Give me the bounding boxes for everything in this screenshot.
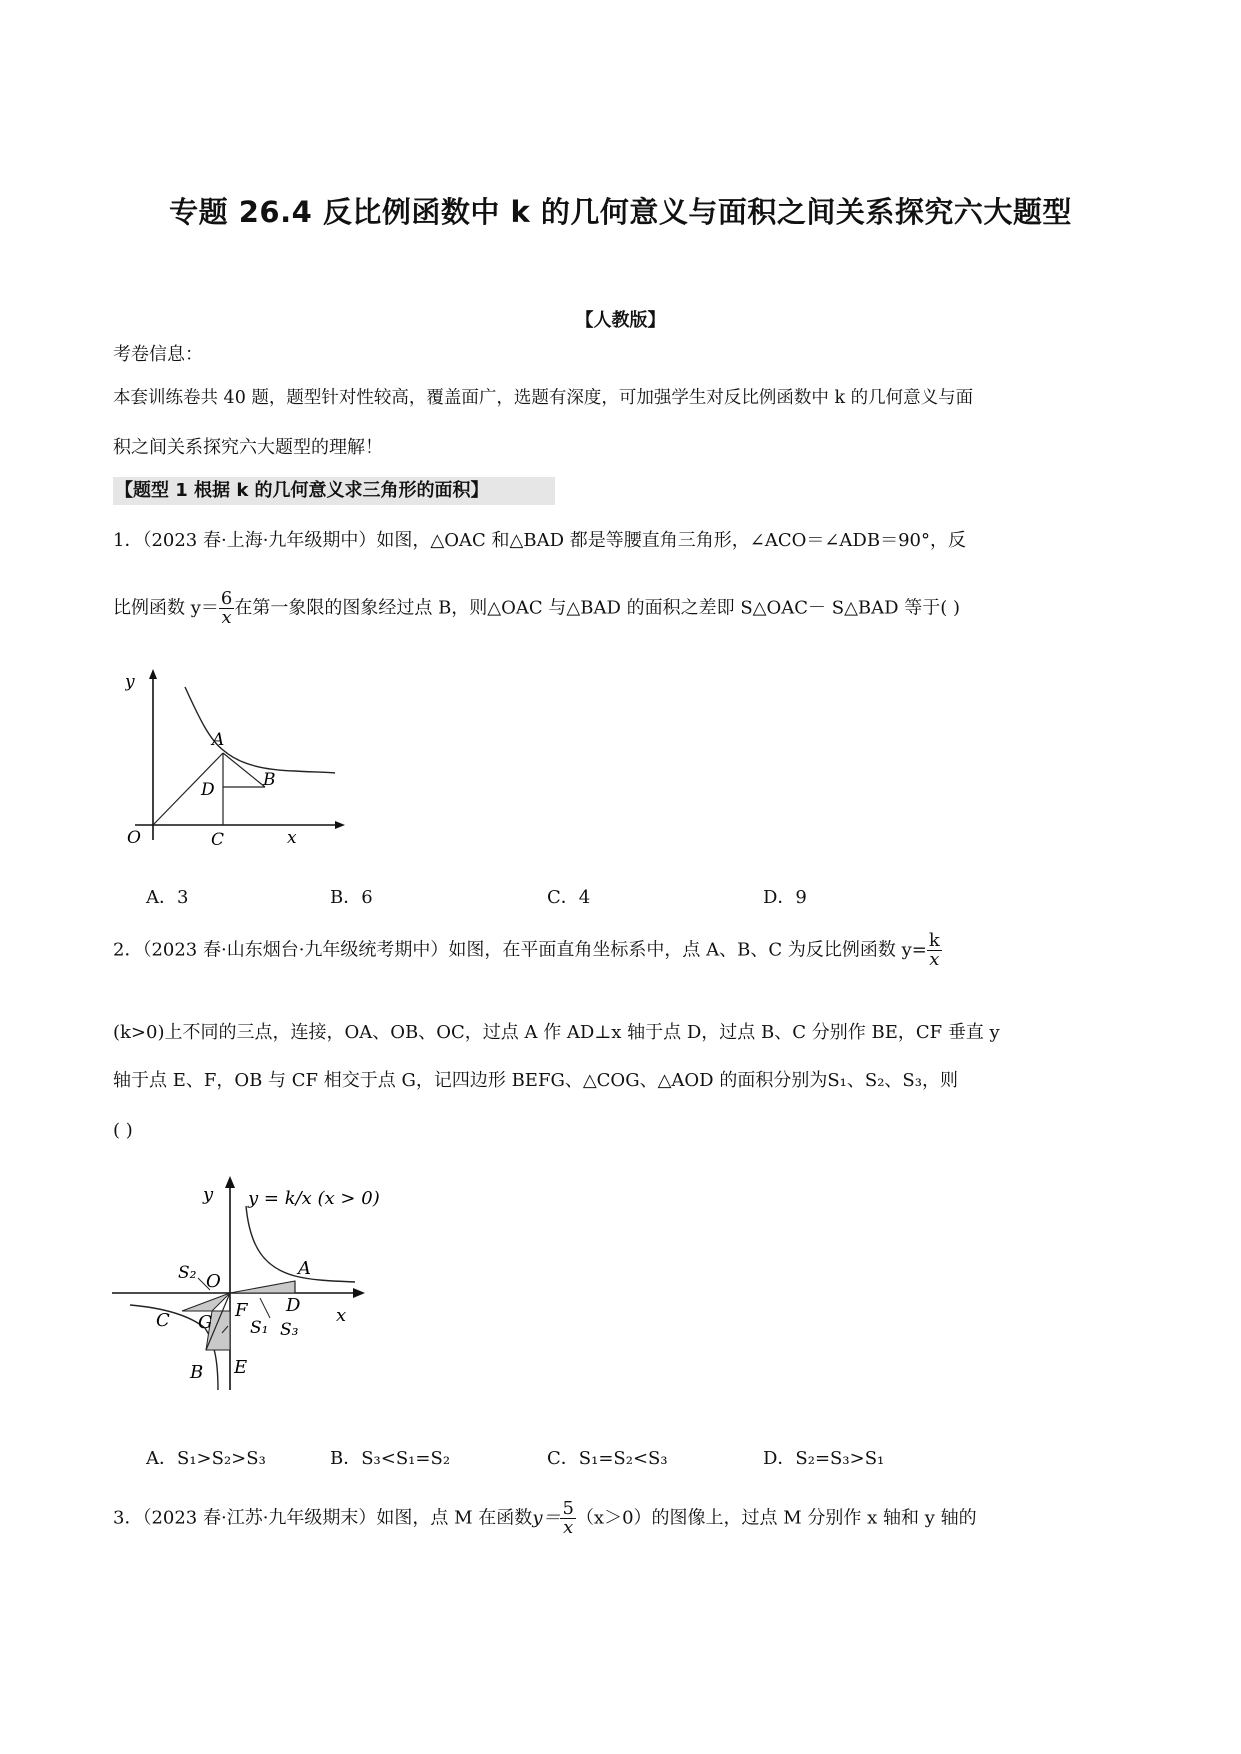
q2-label-B: B <box>190 1362 204 1383</box>
q2-pointer-s3 <box>260 1298 270 1318</box>
q1-line-1: 1．（2023 春·上海·九年级期中）如图，△OAC 和△BAD 都是等腰直角三角形，∠ACO＝∠ADB＝90°，反 <box>113 530 966 551</box>
q1-label-O: O <box>127 828 141 848</box>
q3-fraction <box>560 1500 575 1537</box>
q2-label-E: E <box>234 1357 248 1378</box>
q1-y-arrow-icon <box>149 669 157 679</box>
q2-option-c[interactable]: C．S₁=S₂<S₃ <box>547 1448 668 1469</box>
q3-func-y: y＝ <box>532 1507 561 1529</box>
q2-shaded-cog <box>182 1293 230 1311</box>
q1-frac-den: x <box>221 607 232 628</box>
q1-label-C: C <box>211 830 225 850</box>
q2-label-y: y <box>203 1184 214 1205</box>
q2-label-D: D <box>286 1295 301 1316</box>
q1-label-B: B <box>263 770 276 790</box>
q1-text-pre: 比例函数 y＝ <box>113 597 219 619</box>
q2-fraction <box>927 932 942 969</box>
q2-label-S3: S₃ <box>280 1320 299 1340</box>
q3-line-1 <box>113 1500 977 1537</box>
q2-label-A: A <box>298 1258 311 1279</box>
q1-fraction <box>219 590 234 627</box>
q2-x-arrow-icon <box>353 1288 365 1298</box>
section-heading-type1: 【题型 1 根据 k 的几何意义求三角形的面积】 <box>113 477 555 505</box>
q1-option-a[interactable]: A．3 <box>146 887 189 908</box>
q2-function-label: y = k/x (x > 0) <box>248 1188 380 1209</box>
q1-frac-num: 6 <box>220 588 233 609</box>
intro-line-1: 本套训练卷共 40 题，题型针对性较高，覆盖面广，选题有深度，可加强学生对反比例函数中 k 的几何意义与面 <box>113 388 974 408</box>
q1-label-y: y <box>125 672 135 692</box>
q1-label-A: A <box>212 730 225 750</box>
q1-segment-AB <box>223 753 265 787</box>
q1-hyperbola-curve <box>185 687 335 773</box>
q2-label-S2: S₂ <box>178 1263 197 1283</box>
q2-option-b[interactable]: B．S₃<S₁=S₂ <box>330 1448 451 1469</box>
q2-text-pre: 2．（2023 春·山东烟台·九年级统考期中）如图，在平面直角坐标系中，点 A、B、C 为反比例函数 y= <box>113 939 927 961</box>
q2-frac-num: k <box>928 930 940 951</box>
q2-y-arrow-icon <box>225 1176 235 1188</box>
q3-frac-num: 5 <box>562 1498 574 1519</box>
q2-label-C: C <box>156 1310 170 1331</box>
q2-line-1 <box>113 932 942 969</box>
edition-label: 【人教版】 <box>575 310 666 331</box>
q1-option-b[interactable]: B．6 <box>330 887 373 908</box>
q1-x-arrow-icon <box>335 821 345 829</box>
q2-option-a[interactable]: A．S₁>S₂>S₃ <box>146 1448 266 1469</box>
q3-text-pre: 3．（2023 春·江苏·九年级期末）如图，点 M 在函数 <box>113 1507 533 1529</box>
q1-label-D: D <box>201 780 215 800</box>
q1-text-post: 在第一象限的图象经过点 B，则△OAC 与△BAD 的面积之差即 S△OAC－ S△BAD 等于( ) <box>234 597 961 619</box>
q2-label-O: O <box>206 1271 221 1292</box>
q2-option-d[interactable]: D．S₂=S₃>S₁ <box>763 1448 885 1469</box>
q2-label-F: F <box>235 1300 248 1321</box>
q2-label-x: x <box>336 1305 347 1326</box>
q3-frac-den: x <box>563 1517 574 1538</box>
page-title: 专题 26.4 反比例函数中 k 的几何意义与面积之间关系探究六大题型 <box>169 195 1072 229</box>
q2-frac-den: x <box>929 949 940 970</box>
q2-label-G: G <box>198 1312 213 1333</box>
q1-figure <box>125 665 350 850</box>
q1-label-x: x <box>287 828 297 848</box>
q2-shaded-aod <box>230 1281 295 1293</box>
q3-text-post: （x＞0）的图像上，过点 M 分别作 x 轴和 y 轴的 <box>575 1507 977 1529</box>
q1-option-c[interactable]: C．4 <box>547 887 591 908</box>
q1-option-d[interactable]: D．9 <box>763 887 807 908</box>
q2-line-4: ( ) <box>113 1120 133 1141</box>
intro-line-2: 积之间关系探究六大题型的理解！ <box>113 437 383 458</box>
exam-info-label: 考卷信息： <box>113 344 203 365</box>
q1-line-2 <box>113 590 960 627</box>
q2-line-2: (k>0)上不同的三点，连接，OA、OB、OC，过点 A 作 AD⊥x 轴于点 D，过点 B、C 分别作 BE，CF 垂直 y <box>113 1022 1000 1043</box>
q2-label-S1: S₁ <box>250 1318 269 1338</box>
q2-line-3: 轴于点 E、F，OB 与 CF 相交于点 G，记四边形 BEFG、△COG、△AOD 的面积分别为S₁、S₂、S₃，则 <box>113 1070 958 1091</box>
q2-figure <box>110 1168 400 1393</box>
